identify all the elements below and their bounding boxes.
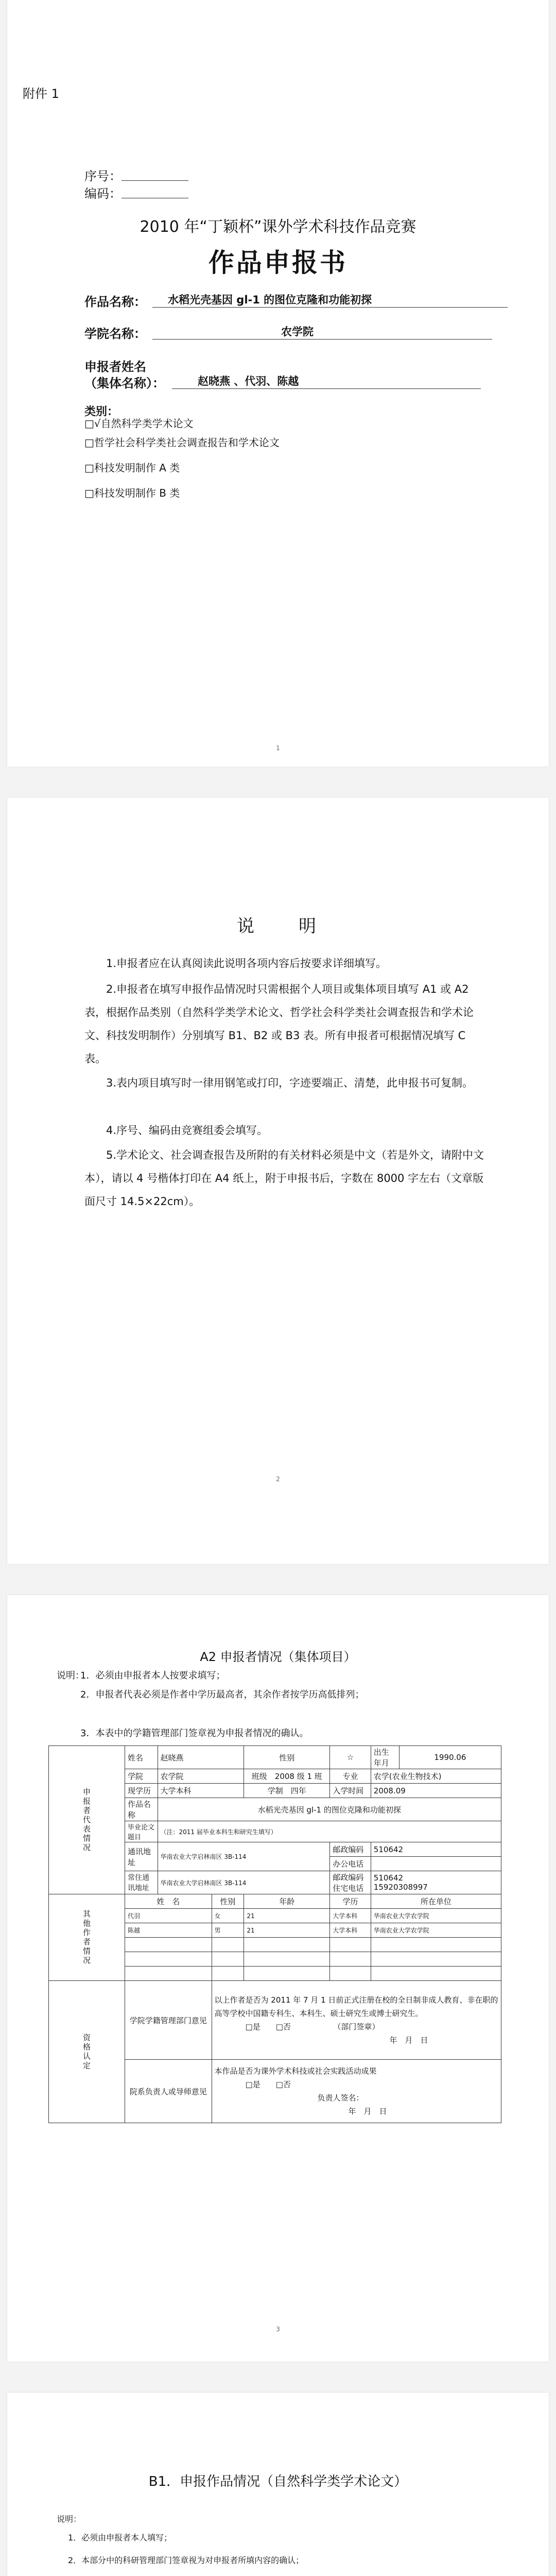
registrar-no-checkbox: □否 xyxy=(275,2022,291,2031)
college-value: 农学院 xyxy=(158,1769,244,1784)
dean-label: 院系负责人或导师意见 xyxy=(125,2060,212,2123)
b1-title: B1．申报作品情况（自然科学类学术论文） xyxy=(148,2474,408,2489)
rep-section-label: 申报者代表情况 xyxy=(49,1746,125,1894)
postcode2-value: 510642 xyxy=(373,1873,404,1883)
instructions-title: 说 明 xyxy=(237,916,319,937)
address-value: 华南农业大学启林南区 3B-114 xyxy=(158,1842,330,1871)
category-option[interactable]: □√自然科学类学术论文 xyxy=(84,417,194,430)
home-phone-value: 15920308997 xyxy=(373,1883,428,1892)
page-number: 1 xyxy=(276,744,280,752)
registrar-text: 以上作者是否为 2011 年 7 月 1 日前正式注册在校的全日制非成人教育、非在职的高等学校中国籍专科生、本科生、硕士研究生或博士研究生。 xyxy=(214,1995,498,2018)
note-item: 2．本部分中的科研管理部门签章视为对申报者所填内容的确认； xyxy=(68,2555,304,2565)
dob-value: 1990.06 xyxy=(399,1746,501,1769)
college-value: 农学院 xyxy=(152,324,492,340)
category-option[interactable]: □哲学社会科学类社会调查报告和学术论文 xyxy=(84,436,280,449)
resident-value: 华南农业大学启林南区 3B-114 xyxy=(158,1871,330,1894)
document-page-4 xyxy=(7,2393,549,2576)
office-phone-value xyxy=(371,1857,501,1871)
system-value: 四年 xyxy=(290,1786,306,1795)
instruction-paragraph: 1.申报者应在认真阅读此说明各项内容后按要求详细填写。 xyxy=(106,957,387,970)
note-item: 2．申报者代表必须是作者中学历最高者，其余作者按学历高低排列； xyxy=(80,1689,364,1700)
registrar-label: 学院学籍管理部门意见 xyxy=(125,1981,212,2060)
qual-section-label: 资格认定 xyxy=(49,1981,125,2123)
name-value: 赵晓燕 xyxy=(158,1746,244,1769)
thesis-value: （注：2011 届毕业本科生和研究生填写） xyxy=(158,1821,501,1842)
category-option[interactable]: □科技发明制作 B 类 xyxy=(84,487,180,499)
code-label: 编码： xyxy=(84,187,121,201)
instruction-paragraph: 2.申报者在填写申报作品情况时只需根据个人项目或集体项目填写 A1 或 A2 表，根据作品类别（自然科学类学术论文、哲学社会科学类社会调查报告和学术论文、科技发明制作）分别填写 B1、B2 或 B3 表。所有申报者可根据情况填写 C 表。 xyxy=(84,983,474,1065)
members-section-label: 其他作者情况 xyxy=(49,1894,125,1981)
notes-label: 说明： xyxy=(57,1670,84,1681)
work-value: 水稻光壳基因 gl-1 的图位克隆和功能初探 xyxy=(158,1798,501,1821)
category-label: 类别： xyxy=(84,405,119,418)
enroll-value: 2008.09 xyxy=(371,1784,501,1798)
applicant-label: 申报者姓名 xyxy=(84,360,146,374)
instruction-paragraph: 3.表内项目填写时一律用钢笔或打印，字迹要端正、清楚，此申报书可复制。 xyxy=(106,1077,474,1089)
attachment-label: 附件 1 xyxy=(23,87,59,101)
document-page-1 xyxy=(7,0,549,767)
check-mark: √ xyxy=(94,417,101,430)
page-number: 2 xyxy=(276,1476,280,1483)
dean-no-checkbox: □否 xyxy=(275,2080,291,2089)
document-page-3 xyxy=(7,1595,549,2362)
a2-title: A2 申报者情况（集体项目） xyxy=(200,1650,356,1664)
competition-title: 2010 年“丁颖杯”课外学术科技作品竞赛 xyxy=(140,218,416,236)
gender-value: ☆ xyxy=(330,1746,371,1769)
dean-yes-checkbox: □是 xyxy=(245,2080,260,2089)
note-item: 3．本表中的学籍管理部门签章视为申报者情况的确认。 xyxy=(80,1728,309,1739)
major-value: 农学(农业生物技术) xyxy=(371,1769,501,1784)
notes-label: 说明： xyxy=(57,2514,82,2524)
applicant-info-table: 申报者代表情况 姓名 赵晓燕 性别 ☆ 出生年月 1990.06 学院 农学院 班级 2008 级 1 班 专业 农学(农业生物技术) 现学历 大学本科 学制 四年 入学时间 2008.09 作品名称 水稻光壳基因 gl-1 的图位克隆和功能初探 毕业论文题目 （注：2011 届毕业本科生和研究生填写） 通讯地址 华南农业大学启林南区 3B-114 邮政编码 510642 办公电话 常住通讯地址 华南农业大学启林南区 3B-114 邮政编码 住宅电话 510642 15920308997 其他作者情况 姓 名 性别 年龄 学历 所在单位 代羽 女 21 大学本科 华南农业大学农学院 陈越 男 21 大学本科 华南农业大学农学院 资格认定 学院学籍管理部门意见 以上作者是否为 2011 年 7 月 1 日前正式注册在校的全日制非成人教育、非在职的高等学校中国籍专科生、本科生、硕士研究生或博士研究生。 □是 □否 （部门签章） 年 月 日 院系负责人或导师意见 本作品是否为课外学术科技或社会实践活动成果 □是 □否 负责人签名： 年 月 日 xyxy=(48,1745,501,2123)
class-value: 2008 级 1 班 xyxy=(274,1772,322,1781)
registrar-yes-checkbox: □是 xyxy=(245,2022,260,2031)
instruction-paragraph: 5.学术论文、社会调查报告及所附的有关材料必须是中文（若是外文，请附中文本），请以 4 号楷体打印在 A4 纸上，附于申报书后，字数在 8000 字左右（文章版面尺寸 14.5×22cm）。 xyxy=(84,1149,484,1208)
category-option[interactable]: □科技发明制作 A 类 xyxy=(84,462,180,474)
table-row: 陈越 男 21 大学本科 华南农业大学农学院 xyxy=(49,1923,501,1938)
applicant-value: 赵晓燕 、代羽、陈越 xyxy=(172,373,481,389)
college-label: 学院名称： xyxy=(84,327,146,341)
serial-label: 序号： xyxy=(84,169,121,183)
work-title-label: 作品名称： xyxy=(84,295,146,309)
postcode-value: 510642 xyxy=(371,1842,501,1857)
table-row: 代羽 女 21 大学本科 华南农业大学农学院 xyxy=(49,1909,501,1923)
serial-underline xyxy=(121,180,188,181)
document-page-2 xyxy=(7,798,549,1564)
category-options xyxy=(84,415,280,500)
note-item: 1．必须由申报者本人填写； xyxy=(68,2533,172,2543)
instruction-paragraph: 4.序号、编码由竞赛组委会填写。 xyxy=(106,1124,268,1137)
page-number: 3 xyxy=(276,2326,280,2333)
applicant-sub-label: （集体名称）： xyxy=(84,376,165,391)
form-title: 作品申报书 xyxy=(208,248,348,278)
work-title-value: 水稻光壳基因 gl-1 的图位克隆和功能初探 xyxy=(152,292,508,308)
edu-value: 大学本科 xyxy=(158,1784,244,1798)
note-item xyxy=(68,2574,304,2576)
note-item: 1．必须由申报者本人按要求填写； xyxy=(80,1670,225,1681)
dean-text: 本作品是否为课外学术科技或社会实践活动成果 xyxy=(214,2066,377,2076)
